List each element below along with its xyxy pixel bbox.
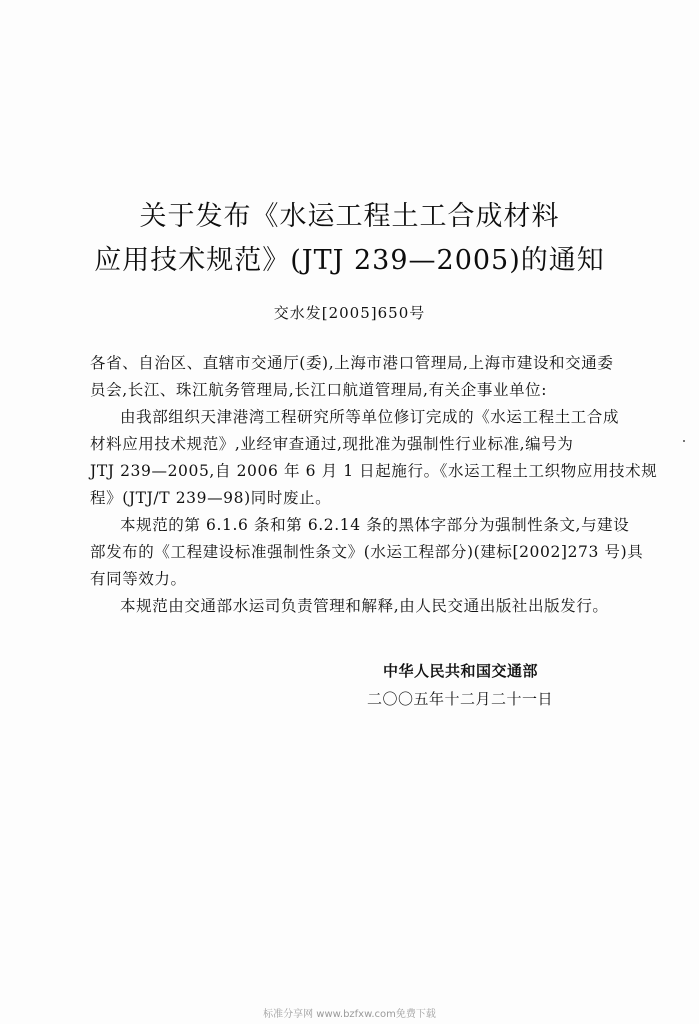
signature-date: 二〇〇五年十二月二十一日 xyxy=(367,690,554,708)
body-line-addressees-1: 各省、自治区、直辖市交通厅(委),上海市港口管理局,上海市建设和交通委 xyxy=(90,354,614,372)
scan-speck xyxy=(683,440,685,442)
signature-organization: 中华人民共和国交通部 xyxy=(383,662,539,680)
body-line-paragraph-2-1: 本规范的第 6.1.6 条和第 6.2.14 条的黑体字部分为强制性条文,与建设 xyxy=(120,516,630,534)
body-line-paragraph-3-1: 本规范由交通部水运司负责管理和解释,由人民交通出版社出版发行。 xyxy=(120,597,609,615)
body-line-paragraph-2-2: 部发布的《工程建设标准强制性条文》(水运工程部分)(建标[2002]273 号)具 xyxy=(90,543,644,561)
body-line-paragraph-1-1: 由我部组织天津港湾工程研究所等单位修订完成的《水运工程土工合成 xyxy=(120,408,620,426)
body-line-paragraph-1-4: 程》(JTJ/T 239—98)同时废止。 xyxy=(90,489,332,507)
body-line-paragraph-1-2: 材料应用技术规范》,业经审查通过,现批准为强制性行业标准,编号为 xyxy=(90,435,574,453)
footer-watermark: 标准分享网 www.bzfxw.com免费下载 xyxy=(263,1009,436,1020)
notice-title-line-1: 关于发布《水运工程土工合成材料 xyxy=(139,201,560,232)
body-line-addressees-2: 员会,长江、珠江航务管理局,长江口航道管理局,有关企事业单位: xyxy=(90,381,548,399)
body-line-paragraph-2-3: 有同等效力。 xyxy=(90,570,187,588)
document-number: 交水发[2005]650号 xyxy=(273,304,426,322)
notice-title-line-2: 应用技术规范》(JTJ 239—2005)的通知 xyxy=(94,245,605,276)
body-line-paragraph-1-3: JTJ 239—2005,自 2006 年 6 月 1 日起施行。《水运工程土工织物应用技术规 xyxy=(90,462,658,480)
